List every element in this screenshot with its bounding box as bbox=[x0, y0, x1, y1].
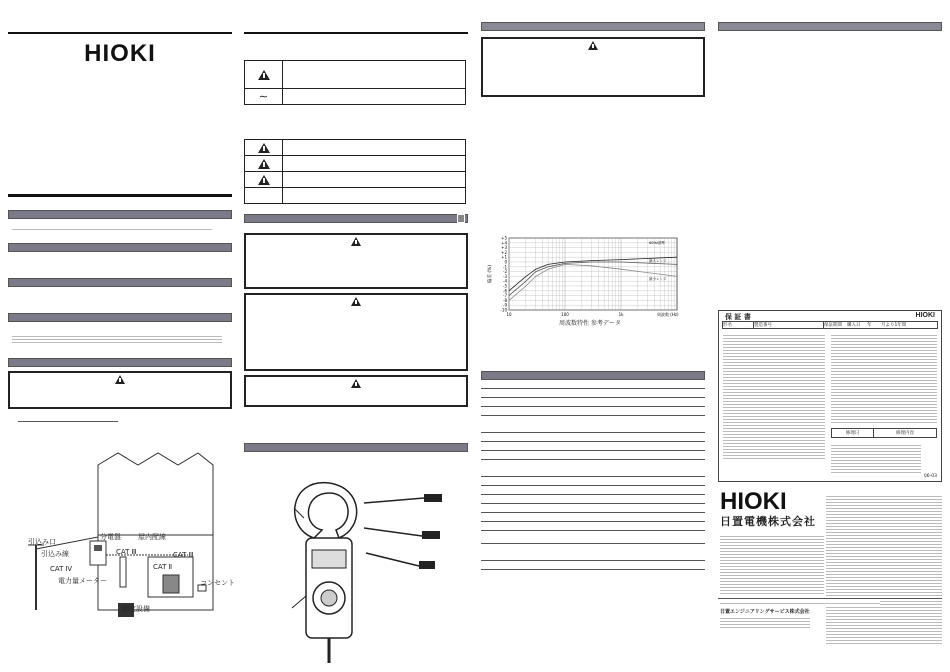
column-4 bbox=[718, 0, 942, 672]
warranty-header-row: 形名 製造番号 保証期間 購入日 年 月より1年間 bbox=[722, 321, 938, 329]
label-indoor-wiring: 屋内配線 bbox=[138, 533, 166, 541]
ac-icon: ∼ bbox=[245, 89, 283, 105]
top-rule bbox=[8, 32, 232, 34]
chart-y-tick-label: -5 bbox=[503, 283, 507, 289]
repair-table: 修理日 修理内容 bbox=[831, 428, 937, 438]
top-rule-2 bbox=[244, 32, 468, 34]
label-drop-in-wire: 引込み線 bbox=[41, 550, 69, 558]
danger-box-3 bbox=[244, 375, 468, 407]
chart-y-tick-label: -10 bbox=[500, 307, 507, 313]
section-bar-1 bbox=[8, 210, 232, 219]
brand-logo: HIOKI bbox=[84, 40, 156, 67]
chart-y-tick-label: -7 bbox=[503, 293, 507, 299]
symbol-desc-1 bbox=[283, 61, 466, 89]
service-company-name: 日置エンジニアリングサービス株式会社 bbox=[720, 609, 810, 615]
warranty-company bbox=[831, 443, 921, 473]
chart-y-tick-label: -8 bbox=[503, 297, 507, 303]
chart-y-tick-label: -6 bbox=[503, 288, 507, 294]
section-bar-c2-2 bbox=[244, 443, 468, 452]
section-bar-c3-2 bbox=[481, 371, 705, 380]
chart-legend-entry: 最小レンジ bbox=[649, 277, 667, 281]
warning-icon bbox=[351, 237, 361, 246]
warning-icon bbox=[588, 41, 598, 50]
company-divider bbox=[718, 598, 942, 599]
warning-box-1 bbox=[8, 371, 232, 409]
chart-y-tick-label: -2 bbox=[503, 269, 507, 275]
chart-frame bbox=[509, 238, 677, 310]
company-offices-left bbox=[720, 534, 824, 594]
chart-x-tick-label: 10 bbox=[506, 312, 512, 317]
warning-icon bbox=[351, 379, 361, 388]
chart-y-axis-label: 偏差 (%) bbox=[488, 264, 493, 284]
label-distribution-board: 分電盤 bbox=[100, 533, 121, 541]
chart-x-tick-label: 100 bbox=[561, 312, 569, 317]
warning-icon bbox=[115, 375, 125, 384]
column-1 bbox=[8, 0, 235, 672]
warning-icon bbox=[258, 159, 270, 169]
service-note bbox=[720, 601, 880, 605]
chart-y-tick-label: -9 bbox=[503, 302, 507, 308]
label-cat2: CAT Ⅱ bbox=[153, 563, 173, 571]
symbol-table-2 bbox=[244, 139, 466, 204]
warranty-card bbox=[718, 310, 942, 482]
column-2 bbox=[244, 0, 468, 672]
chart-y-tick-label: +5 bbox=[501, 235, 507, 241]
label-fixed-equipment: 固定設備 bbox=[122, 605, 150, 613]
chart-legend-entry: 最大レンジ bbox=[649, 259, 667, 263]
spec-lines bbox=[481, 388, 705, 570]
chart-series-line bbox=[509, 264, 677, 300]
underline-rule bbox=[18, 421, 118, 422]
chart-y-tick-label: -1 bbox=[503, 264, 507, 270]
label-cat3a: CAT Ⅲ bbox=[116, 548, 137, 556]
warranty-logo: HIOKI bbox=[915, 312, 935, 319]
label-cat3b: CAT Ⅲ bbox=[173, 551, 194, 559]
warning-icon bbox=[258, 70, 270, 80]
warranty-title: 保 証 書 bbox=[725, 313, 751, 321]
chart-title: 周波数特性 参考データ bbox=[559, 320, 621, 327]
warning-icon bbox=[351, 297, 361, 306]
label-drop-in: 引込み口 bbox=[28, 538, 56, 546]
chart-y-tick-label: +2 bbox=[501, 249, 507, 255]
chart-y-tick-label: -3 bbox=[503, 273, 507, 279]
service-address bbox=[720, 616, 810, 628]
chart-y-tick-label: -4 bbox=[503, 278, 507, 284]
chart-y-tick-label: +3 bbox=[501, 245, 507, 251]
danger-box-1 bbox=[244, 233, 468, 289]
section-text-1 bbox=[12, 227, 212, 232]
warranty-terms-left bbox=[723, 333, 825, 459]
section-bar-4 bbox=[8, 313, 232, 322]
symbol-cell-warning bbox=[245, 61, 283, 89]
frequency-chart bbox=[481, 232, 705, 332]
cover-rule bbox=[8, 194, 232, 197]
section-bar-c2-1 bbox=[244, 214, 468, 223]
chart-y-tick-label: +4 bbox=[501, 240, 507, 246]
warning-icon bbox=[258, 143, 270, 153]
chart-x-tick-label: 1k bbox=[618, 312, 624, 317]
company-offices-right bbox=[826, 494, 942, 644]
label-outlet: コンセント bbox=[200, 579, 235, 587]
warning-box-c3 bbox=[481, 37, 705, 97]
column-3 bbox=[481, 0, 705, 672]
warning-icon bbox=[258, 175, 270, 185]
company-name: 日置電機株式会社 bbox=[720, 515, 816, 528]
warranty-terms-right bbox=[831, 333, 937, 425]
chart-x-axis-label: 周波数 (Hz) bbox=[657, 312, 679, 317]
company-logo: HIOKI bbox=[720, 488, 787, 515]
chart-y-tick-label: 0 bbox=[504, 259, 507, 265]
section-bar-2 bbox=[8, 243, 232, 252]
warranty-code: 06-03 bbox=[923, 474, 937, 479]
symbol-table-1 bbox=[244, 60, 466, 105]
section-bar-c4-1 bbox=[718, 22, 942, 31]
danger-box-2 bbox=[244, 293, 468, 371]
chart-legend-entry: 60Hz基準 bbox=[649, 241, 665, 245]
symbol-desc-2 bbox=[283, 89, 466, 105]
section-bar-c3-1 bbox=[481, 22, 705, 31]
clamp-meter-illustration bbox=[244, 478, 468, 668]
label-meter: 電力量メーター bbox=[58, 577, 107, 585]
book-icon bbox=[457, 214, 465, 223]
chart-y-tick-label: +1 bbox=[501, 254, 507, 260]
label-cat4: CAT Ⅳ bbox=[50, 565, 73, 573]
section-bar-3 bbox=[8, 278, 232, 287]
section-text-4 bbox=[12, 334, 222, 343]
section-bar-5 bbox=[8, 358, 232, 367]
